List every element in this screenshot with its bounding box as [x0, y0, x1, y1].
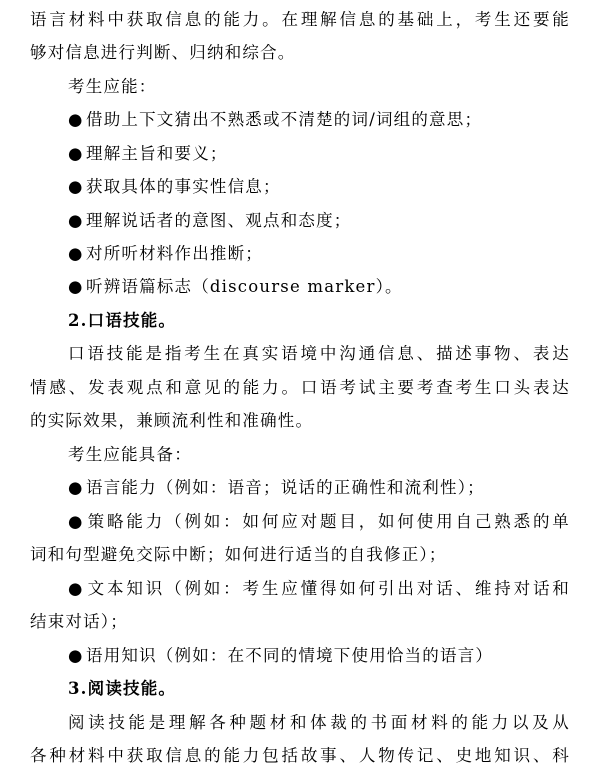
bullet-item [68, 646, 493, 666]
text-line: 考生应能具备： [68, 445, 192, 464]
bullet-item [68, 110, 482, 130]
bullet-icon: ● [68, 244, 84, 263]
text-line: 词和句型避免交际中断；如何进行适当的自我修正）； [30, 545, 447, 564]
text-line: 的实际效果，兼顾流利性和准确性。 [30, 411, 314, 430]
bullet-item [68, 144, 228, 164]
bullet-item [68, 579, 570, 599]
bullet-icon: ● [68, 211, 84, 230]
bullet-text: 策略能力（例如：如何应对题目，如何使用自己熟悉的单 [86, 512, 570, 531]
bullet-icon: ● [68, 277, 84, 296]
bullet-item [68, 512, 570, 532]
bullet-icon: ● [68, 177, 84, 196]
bullet-text: 语言能力（例如：语音；说话的正确性和流利性）； [86, 478, 485, 497]
bullet-item [68, 211, 352, 231]
bullet-icon: ● [68, 512, 84, 531]
bullet-item [68, 478, 485, 498]
text-line: 语言材料中获取信息的能力。在理解信息的基础上，考生还要能 [30, 10, 570, 29]
bullet-text: 借助上下文猜出不熟悉或不清楚的词/词组的意思； [86, 110, 483, 129]
bullet-text: 对所听材料作出推断； [86, 244, 263, 263]
text-line: 结束对话）； [30, 612, 128, 631]
text-line: 够对信息进行判断、归纳和综合。 [30, 43, 296, 62]
bullet-icon: ● [68, 646, 84, 665]
section-heading: 2.口语技能。 [68, 311, 177, 330]
bullet-text: 文本知识（例如：考生应懂得如何引出对话、维持对话和 [86, 579, 570, 598]
bullet-text: 语用知识（例如：在不同的情境下使用恰当的语言） [86, 646, 494, 665]
bullet-icon: ● [68, 110, 84, 129]
bullet-text: 听辨语篇标志（discourse marker）。 [86, 277, 403, 296]
bullet-icon: ● [68, 478, 84, 497]
text-line: 口语技能是指考生在真实语境中沟通信息、描述事物、表达 [68, 344, 570, 363]
text-line: 各种材料中获取信息的能力包括故事、人物传记、史地知识、科 [30, 746, 570, 765]
text-line: 考生应能： [68, 77, 157, 96]
bullet-text: 理解说话者的意图、观点和态度； [86, 211, 352, 230]
bullet-text: 理解主旨和要义； [86, 144, 228, 163]
text-line: 情感、发表观点和意见的能力。口语考试主要考查考生口头表达 [30, 378, 570, 397]
bullet-item [68, 244, 263, 264]
bullet-text: 获取具体的事实性信息； [86, 177, 281, 196]
bullet-icon: ● [68, 144, 84, 163]
text-line: 阅读技能是理解各种题材和体裁的书面材料的能力以及从 [68, 713, 570, 732]
bullet-icon: ● [68, 579, 84, 598]
bullet-item [68, 177, 281, 197]
bullet-item [68, 277, 403, 297]
section-heading: 3.阅读技能。 [68, 679, 177, 698]
